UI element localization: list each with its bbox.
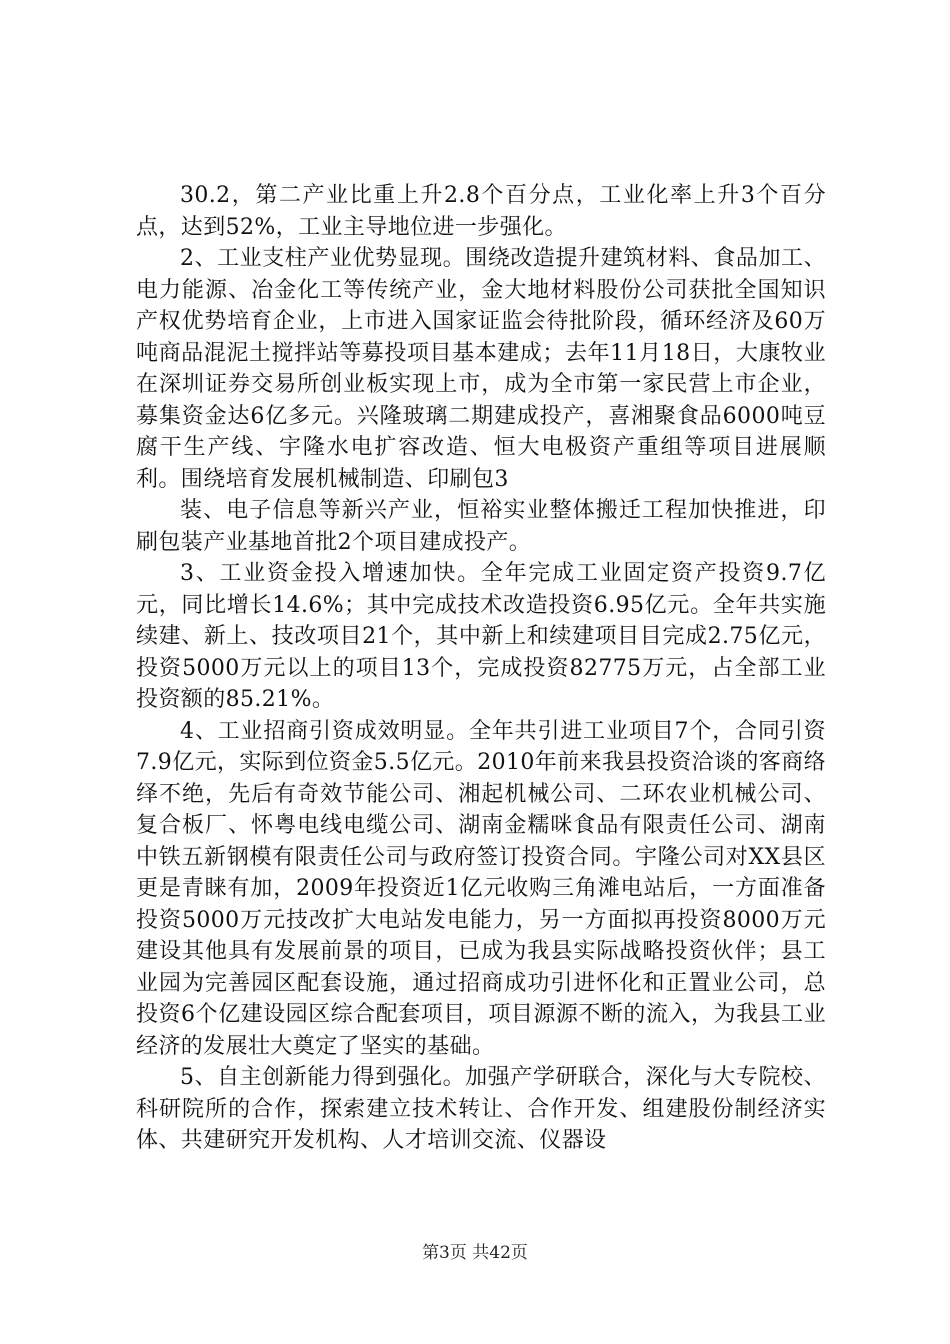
paragraph-pillar-industries: 2、工业支柱产业优势显现。围绕改造提升建筑材料、食品加工、电力能源、冶金化工等传统产业，金大地材料股份公司获批全国知识产权优势培育企业，上市进入国家证监会待批阶段，循环经济及60万吨商品混泥土搅拌站等募投项目基本建成；去年11月18日，大康牧业在深圳证券交易所创业板实现上市，成为全市第一家民营上市企业，募集资金达6亿多元。兴隆玻璃二期建成投产，喜湘聚食品6000吨豆腐干生产线、宇隆水电扩容改造、恒大电极资产重组等项目进展顺利。围绕培育发展机械制造、印刷包3 [136,246,826,492]
page-number-footer: 第3页 共42页 [422,1243,528,1263]
paragraph-emerging-industries: 装、电子信息等新兴产业，恒裕实业整体搬迁工程加快推进，印刷包装产业基地首批2个项目建成投产。 [136,498,826,555]
paragraph-innovation: 5、自主创新能力得到强化。加强产学研联合，深化与大专院校、科研院所的合作，探索建立技术转让、合作开发、组建股份制经济实体、共建研究开发机构、人才培训交流、仪器设 [136,1065,826,1153]
paragraph-industry-ratio: 30.2，第二产业比重上升2.8个百分点，工业化率上升3个百分点，达到52%，工业主导地位进一步强化。 [136,183,826,240]
document-body [136,180,826,1157]
paragraph-capital-investment: 3、工业资金投入增速加快。全年完成工业固定资产投资9.7亿元，同比增长14.6%；其中完成技术改造投资6.95亿元。全年共实施续建、新上、技改项目21个，其中新上和续建项目目完成2.75亿元，投资5000万元以上的项目13个，完成投资82775万元，占全部工业投资额的85.21%。 [136,561,826,712]
paragraph-investment-attraction: 4、工业招商引资成效明显。全年共引进工业项目7个，合同引资7.9亿元，实际到位资金5.5亿元。2010年前来我县投资洽谈的客商络绎不绝，先后有奇效节能公司、湘起机械公司、二环农业机械公司、复合板厂、怀粤电线电缆公司、湖南金糯咪食品有限责任公司、湖南中铁五新钢模有限责任公司与政府签订投资合同。宇隆公司对XX县区更是青睐有加，2009年投资近1亿元收购三角滩电站后，一方面准备投资5000万元技改扩大电站发电能力，另一方面拟再投资8000万元建设其他具有发展前景的项目，已成为我县实际战略投资伙伴；县工业园为完善园区配套设施，通过招商成功引进怀化和正置业公司，总投资6个亿建设园区综合配套项目，项目源源不断的流入，为我县工业经济的发展壮大奠定了坚实的基础。 [136,718,826,1059]
